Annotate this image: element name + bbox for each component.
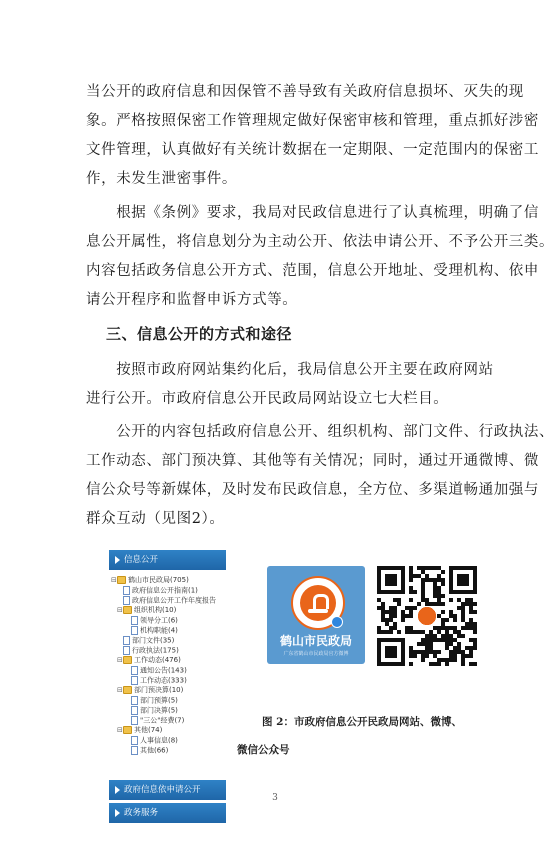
text-line: 群众互动（见图2）。 (86, 511, 225, 527)
qr-code-graphic (377, 566, 477, 666)
arrow-right-icon (115, 556, 120, 564)
document-icon (123, 586, 130, 595)
tree-item[interactable]: 机构职能(4) (131, 626, 178, 636)
text-line: 内容包括政务信息公开方式、范围，信息公开地址、受理机构、依申 (86, 263, 539, 279)
tree-item[interactable]: 通知公告(143) (131, 666, 187, 676)
tab-info-disclosure[interactable] (109, 550, 226, 570)
tree-item[interactable]: ⊟ 组织机构(10) (117, 606, 177, 614)
document-icon (131, 616, 138, 625)
document-icon (131, 696, 138, 705)
document-icon (131, 626, 138, 635)
section-heading: 三、信息公开的方式和途径 (106, 325, 293, 343)
collapse-icon[interactable]: ⊟ (117, 726, 123, 734)
collapse-icon[interactable]: ⊟ (117, 686, 123, 694)
tree-item[interactable]: 政府信息公开工作年度报告 (123, 596, 216, 606)
text-line: 工作动态、部门预决算、其他等有关情况；同时，通过开通微博、微 (86, 453, 539, 469)
document-icon (131, 706, 138, 715)
tree-item[interactable]: 部门预算(5) (131, 696, 178, 706)
document-icon (131, 666, 138, 675)
tab-label: 信息公开 (124, 555, 159, 565)
text-line: 请公开程序和监督申诉方式等。 (86, 292, 298, 308)
document-icon (123, 636, 130, 645)
text-line: 文件管理，认真做好有关统计数据在一定期限、一定范围内的保密工 (86, 142, 539, 158)
collapse-icon[interactable]: ⊟ (111, 576, 117, 584)
collapse-icon[interactable]: ⊟ (117, 606, 123, 614)
text-line: 作，未发生泄密事件。 (86, 171, 237, 187)
tab-label: 政务服务 (124, 808, 159, 818)
tree-item[interactable]: 人事信息(8) (131, 736, 178, 746)
tree-item[interactable]: ⊟ 部门预决算(10) (117, 686, 184, 694)
tab-label: 政府信息依申请公开 (124, 785, 201, 795)
arrow-right-icon (115, 809, 120, 817)
folder-icon (123, 686, 132, 694)
tree-item[interactable]: 行政执法(175) (123, 646, 179, 656)
page-number: 3 (272, 793, 278, 803)
paragraph-regulations (86, 199, 554, 315)
text-line: 象。严格按照保密工作管理规定做好保密审核和管理，重点抓好涉密 (86, 113, 539, 129)
document-icon (131, 676, 138, 685)
tab-government-services[interactable] (109, 803, 226, 823)
folder-icon (117, 576, 126, 584)
document-icon (131, 746, 138, 755)
figure-caption-line2: 微信公众号 (237, 744, 290, 756)
tree-item[interactable]: 部门文件(35) (123, 636, 174, 646)
tree-item[interactable]: 部门决算(5) (131, 706, 178, 716)
tree-item[interactable]: 政府信息公开指南(1) (123, 586, 198, 596)
website-sidebar-screenshot (109, 550, 226, 823)
tree-item[interactable]: 工作动态(333) (131, 676, 187, 686)
tree-item[interactable]: ⊟ 鹤山市民政局(705) (111, 576, 189, 584)
text-line: 当公开的政府信息和因保管不善导致有关政府信息损坏、灭失的现 (86, 84, 524, 100)
tree-item[interactable]: ⊟ 其他(74) (117, 726, 163, 734)
folder-icon (123, 606, 132, 614)
wechat-qr-code-icon (377, 566, 477, 666)
paragraph-website (86, 356, 494, 414)
collapse-icon[interactable]: ⊟ (117, 656, 123, 664)
weibo-account-badge (267, 566, 365, 664)
weibo-account-subtitle: 广东省鹤山市民政局官方微博 (283, 651, 349, 657)
tree-item[interactable]: 领导分工(6) (131, 616, 178, 626)
document-icon (123, 646, 130, 655)
paragraph-content (86, 418, 554, 534)
document-icon (123, 596, 130, 605)
weibo-account-name: 鹤山市民政局 (279, 634, 352, 648)
paragraph-confidentiality (86, 78, 539, 194)
folder-icon (123, 726, 132, 734)
text-line: 息公开属性，将信息划分为主动公开、依法申请公开、不予公开三类。 (86, 234, 554, 250)
text-line: 公开的内容包括政府信息公开、组织机构、部门文件、行政执法、 (86, 424, 554, 440)
text-line: 信公众号等新媒体，及时发布民政信息，全方位、多渠道畅通加强与 (86, 482, 539, 498)
tree-item[interactable]: 其他(66) (131, 746, 168, 756)
text-line: 按照市政府网站集约化后，我局信息公开主要在政府网站 (86, 362, 494, 378)
document-icon (131, 736, 138, 745)
figure-caption-line1: 图 2：市政府信息公开民政局网站、微博、 (262, 716, 462, 728)
folder-icon (123, 656, 132, 664)
verified-icon (331, 616, 343, 628)
text-line: 根据《条例》要求，我局对民政信息进行了认真梳理，明确了信 (86, 205, 539, 221)
tree-item[interactable]: ⊟ 工作动态(476) (117, 656, 181, 664)
document-icon (131, 716, 138, 725)
text-line: 进行公开。市政府信息公开民政局网站设立七大栏目。 (86, 391, 449, 407)
tree-item[interactable]: "三公"经费(7) (131, 716, 184, 726)
